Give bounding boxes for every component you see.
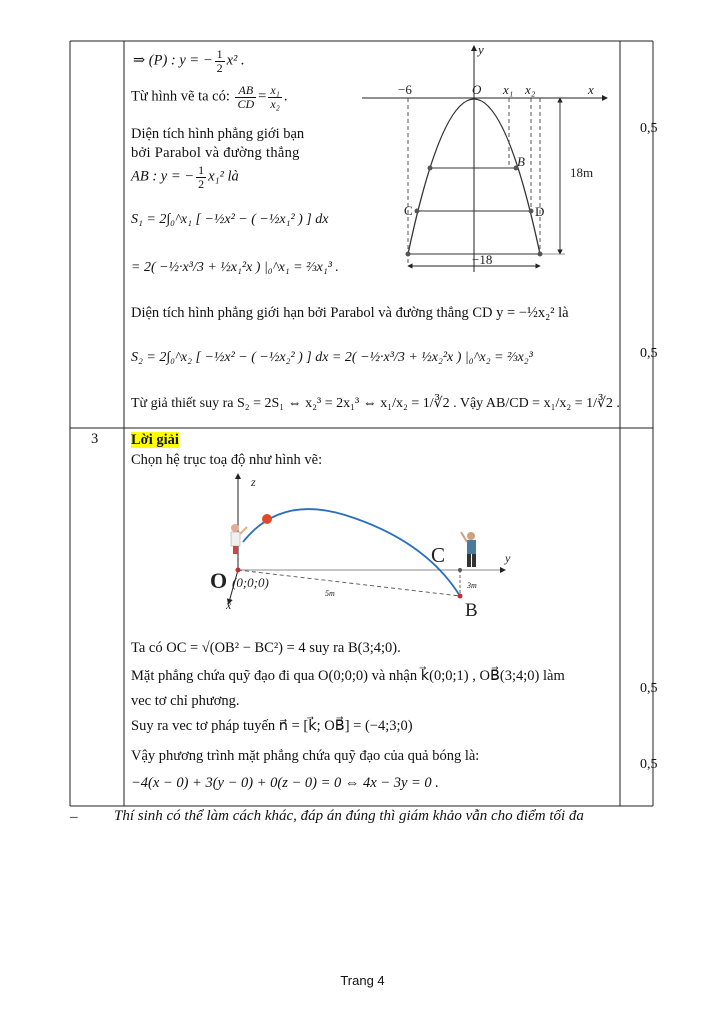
ratio-line: Từ hình vẽ ta có: $\frac{AB}{CD}$ = $\frac{\text{x₁}}{\text{x₂}}$ . [131, 83, 288, 111]
plane-line1: Mặt phẳng chứa quỹ đạo đi qua O(0;0;0) và nhận k⃗(0;0;1) , OB⃗(3;4;0) làm [131, 668, 565, 684]
ab-equation: AB : y = − $\frac{1}{2}$ x₁² là [131, 163, 239, 191]
area1-text-line1: Diện tích hình phẳng giới bạn [131, 126, 305, 142]
conclusion: Từ giả thiết suy ra S₂ = 2S₁ ⇔ x₂³ = 2x₁³ ⇔ x₁/x₂ = 1/∛2 . Vậy AB/CD = x₁/x₂ = 1/∛2 . [131, 396, 620, 411]
plane-equation: −4(x − 0) + 3(y − 0) + 0(z − 0) = 0 ⇔ 4x − 3y = 0 . [131, 775, 439, 791]
grading-note: Thí sinh có thể làm cách khác, đáp án đúng thì giám khảo vẫn cho điểm tối đa [114, 808, 584, 824]
row-index: 3 [91, 431, 99, 447]
label-c: C [404, 203, 413, 218]
parabola-figure [360, 44, 610, 276]
score-row1-b: 0,5 [640, 346, 658, 361]
score-row2-b: 0,5 [640, 757, 658, 772]
parabola-equation: ⇒ (P) : y = − $\frac{1}{2}$ x² . [133, 47, 245, 75]
normal-vector-line: Suy ra vec tơ pháp tuyến n⃗ = [k⃗; OB⃗] = (−4;3;0) [131, 718, 413, 734]
oc-line: Ta có OC = √(OB² − BC²) = 4 suy ra B(3;4;0). [131, 640, 401, 656]
s1-formula: S₁ = 2∫₀^x₁ [ −½x² − ( −½x₁² ) ] dx [131, 212, 329, 227]
intro-text: Chọn hệ trục toạ độ như hình vẽ: [131, 452, 323, 468]
label-y: y [478, 44, 484, 57]
equation-intro: Vậy phương trình mặt phẳng chứa quỹ đạo của quả bóng là: [131, 748, 480, 764]
plane-line2: vec tơ chỉ phương. [131, 693, 240, 709]
score-row1-a: 0,5 [640, 121, 658, 136]
area1-text-line2: bởi Parabol và đường thẳng [131, 145, 300, 161]
label-x3d: x [226, 598, 232, 612]
page-number: Trang 4 [340, 973, 385, 988]
s1-result: = 2( −½·x³/3 + ½x₁²x ) |₀^x₁ = ⅔x₁³ . [131, 260, 339, 275]
ball [262, 514, 272, 524]
s2-formula: S₂ = 2∫₀^x₂ [ −½x² − ( −½x₂² ) ] dx = 2( −½·x³/3 + ½x₂²x ) |₀^x₂ = ⅔x₂³ [131, 350, 533, 365]
note-dash: – [70, 809, 78, 825]
solution-heading: Lời giải [131, 432, 179, 448]
label-b3d: B [465, 600, 478, 621]
label-m18: −18 [472, 252, 493, 267]
label-5m: 5m [325, 589, 335, 598]
label-origin-o: O [210, 568, 228, 593]
label-x: x [588, 82, 594, 97]
label-c3d: C [431, 543, 446, 567]
label-b: B [517, 154, 525, 169]
score-row2-a: 0,5 [640, 681, 658, 696]
label-z: z [251, 475, 256, 489]
trajectory-figure [195, 470, 525, 630]
label-x1: x₁ [503, 82, 514, 97]
area2-text: Diện tích hình phẳng giới hạn bởi Parabol và đường thẳng CD y = −½x₂² là [131, 305, 569, 321]
player-right [461, 532, 476, 567]
label-3m: 3m [467, 581, 477, 590]
label-18m: 18m [570, 165, 594, 180]
label-origin-coord: (0;0;0) [232, 575, 269, 590]
label-d: D [535, 204, 545, 219]
label-o: O [472, 82, 482, 97]
label-x2: x₂ [525, 82, 536, 97]
label-y3d: y [505, 551, 511, 565]
label-m6: −6 [398, 82, 412, 97]
